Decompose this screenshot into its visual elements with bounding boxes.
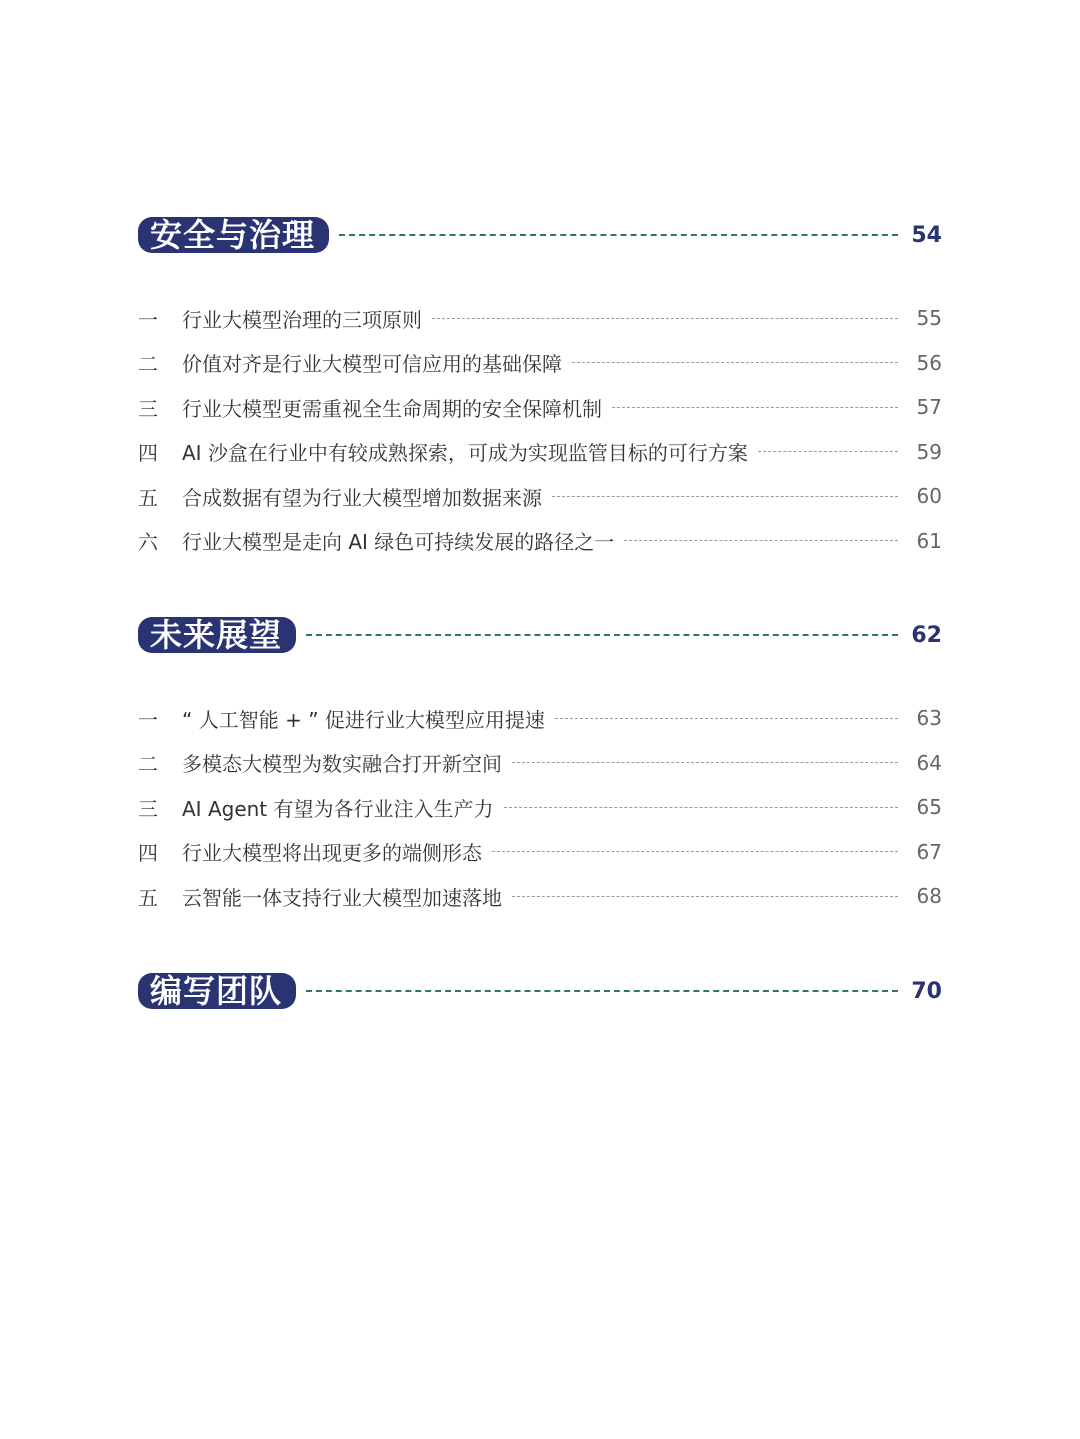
entry-page-number: 64	[916, 750, 942, 775]
dotted-leader	[555, 718, 898, 719]
entry-number: 二	[138, 752, 158, 776]
toc-entry[interactable]	[138, 304, 942, 332]
section-page-number: 70	[911, 978, 942, 1004]
toc-entry[interactable]	[138, 527, 942, 555]
dotted-leader	[512, 896, 898, 897]
dotted-leader	[624, 540, 898, 541]
entry-page-number: 56	[916, 350, 942, 375]
dotted-leader	[758, 451, 898, 452]
dotted-leader	[306, 634, 898, 636]
entry-page-number: 68	[916, 884, 942, 908]
section-title: 未来展望	[138, 617, 296, 653]
entry-page-number: 65	[916, 795, 942, 819]
toc-entry[interactable]	[138, 393, 942, 421]
dotted-leader	[612, 407, 898, 408]
toc-entry[interactable]	[138, 704, 942, 732]
toc-section-future-outlook	[138, 616, 942, 654]
dotted-leader	[492, 851, 898, 852]
entry-title: 价值对齐是行业大模型可信应用的基础保障	[182, 352, 562, 376]
entry-number: 一	[138, 707, 158, 732]
entry-page-number: 60	[916, 484, 942, 508]
entry-number: 二	[138, 352, 158, 376]
dotted-leader	[432, 318, 898, 319]
entry-page-number: 61	[916, 528, 942, 553]
entry-title: 合成数据有望为行业大模型增加数据来源	[182, 485, 542, 510]
section-header[interactable]	[138, 616, 942, 654]
entry-page-number: 63	[916, 706, 942, 730]
entry-page-number: 55	[916, 306, 942, 330]
entry-number: 六	[138, 530, 158, 554]
entry-title: 行业大模型治理的三项原则	[182, 307, 422, 332]
entry-title: 行业大模型是走向 AI 绿色可持续发展的路径之一	[182, 530, 615, 554]
section-header[interactable]	[138, 216, 942, 254]
section-title: 安全与治理	[138, 217, 329, 253]
entry-number: 一	[138, 307, 158, 332]
entry-number: 四	[138, 841, 158, 865]
entry-number: 三	[138, 796, 158, 821]
dotted-leader	[572, 362, 898, 363]
toc-entry[interactable]	[138, 438, 942, 466]
entry-number: 五	[138, 485, 158, 510]
entry-title: AI Agent 有望为各行业注入生产力	[182, 796, 494, 821]
entry-page-number: 59	[916, 439, 942, 464]
entry-page-number: 57	[916, 395, 942, 419]
section-page-number: 54	[911, 222, 942, 248]
toc-entry[interactable]	[138, 349, 942, 377]
toc-item-list	[138, 704, 942, 927]
entry-title: AI 沙盒在行业中有较成熟探索，可成为实现监管目标的可行方案	[182, 441, 748, 465]
section-page-number: 62	[911, 622, 942, 648]
toc-entry[interactable]	[138, 482, 942, 510]
dotted-leader	[512, 762, 898, 763]
toc-entry[interactable]	[138, 793, 942, 821]
section-title: 编写团队	[138, 973, 296, 1009]
dotted-leader	[552, 496, 898, 497]
entry-number: 五	[138, 885, 158, 910]
section-header[interactable]	[138, 972, 942, 1010]
entry-title: 行业大模型将出现更多的端侧形态	[182, 841, 482, 865]
toc-item-list	[138, 304, 942, 571]
toc-section-safety-governance	[138, 216, 942, 254]
entry-page-number: 67	[916, 839, 942, 864]
dotted-leader	[306, 990, 898, 992]
entry-title: 多模态大模型为数实融合打开新空间	[182, 752, 502, 776]
toc-entry[interactable]	[138, 838, 942, 866]
toc-entry[interactable]	[138, 749, 942, 777]
entry-title: 行业大模型更需重视全生命周期的安全保障机制	[182, 396, 602, 421]
dotted-leader	[339, 234, 898, 236]
toc-section-writing-team	[138, 972, 942, 1010]
dotted-leader	[504, 807, 899, 808]
entry-number: 四	[138, 441, 158, 465]
entry-title: 云智能一体支持行业大模型加速落地	[182, 885, 502, 910]
entry-number: 三	[138, 396, 158, 421]
entry-title: “ 人工智能 + ” 促进行业大模型应用提速	[182, 707, 545, 732]
toc-entry[interactable]	[138, 882, 942, 910]
